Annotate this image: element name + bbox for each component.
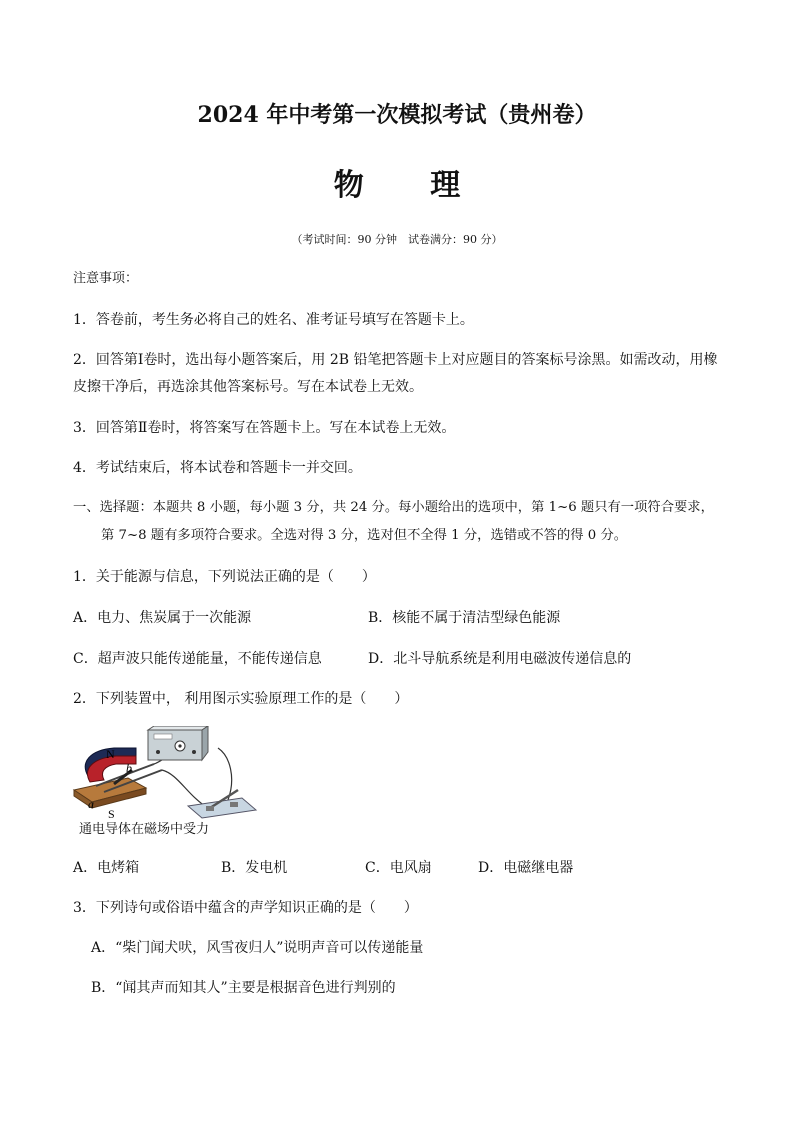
q2-stem: 2．下列装置中， 利用图示实验原理工作的是（ ） [73,691,409,707]
q1-option-b[interactable]: B．核能不属于清洁型绿色能源 [368,610,561,626]
motor-principle-figure [70,726,260,822]
q1-option-a[interactable]: A．电力、焦炭属于一次能源 [73,610,252,626]
label-s: S [108,807,115,821]
q2-option-b[interactable]: B．发电机 [221,860,288,876]
section-heading-cont: 第 7~8 题有多项符合要求。全选对得 3 分，选对但不全得 1 分，选错或不答的得 0 分。 [101,528,628,543]
exam-info: （考试时间：90 分钟 试卷满分：90 分） [291,233,503,246]
q2-option-a[interactable]: A．电烤箱 [73,860,140,876]
figure-caption: 通电导体在磁场中受力 [79,822,210,837]
q3-stem: 3．下列诗句或俗语中蕴含的声学知识正确的是（ ） [73,900,418,916]
label-a: a [88,797,94,811]
notice-item-1: 1．答卷前，考生务必将自己的姓名、准考证号填写在答题卡上。 [73,312,474,328]
notice-item-4: 4．考试结束后，将本试卷和答题卡一并交回。 [73,460,362,476]
q2-option-d[interactable]: D．电磁继电器 [478,860,574,876]
subject-heading: 物 理 [333,168,489,203]
q1-option-d[interactable]: D．北斗导航系统是利用电磁波传递信息的 [368,651,632,667]
notice-item-2: 2．回答第Ⅰ卷时，选出每小题答案后，用 2B 铅笔把答题卡上对应题目的答案标号涂黑。如需改动，用橡 [73,352,718,368]
notice-item-3: 3．回答第Ⅱ卷时，将答案写在答题卡上。写在本试卷上无效。 [73,420,456,436]
label-b: b [126,761,132,775]
q3-option-a[interactable]: A．“柴门闻犬吠，风雪夜归人”说明声音可以传递能量 [91,940,424,956]
section-heading: 一、选择题：本题共 8 小题，每小题 3 分，共 24 分。每小题给出的选项中，第 1~6 题只有一项符合要求， [73,500,714,515]
q2-option-c[interactable]: C．电风扇 [365,860,432,876]
exam-title: 2024 年中考第一次模拟考试（贵州卷） [197,102,597,128]
q3-option-b[interactable]: B．“闻其声而知其人”主要是根据音色进行判别的 [91,980,396,996]
q1-stem: 1．关于能源与信息，下列说法正确的是（ ） [73,569,376,585]
notice-heading: 注意事项： [73,271,139,286]
notice-item-2-cont: 皮擦干净后，再选涂其他答案标号。写在本试卷上无效。 [73,379,423,395]
label-n: N [106,747,115,761]
q1-option-c[interactable]: C．超声波只能传递能量，不能传递信息 [73,651,322,667]
